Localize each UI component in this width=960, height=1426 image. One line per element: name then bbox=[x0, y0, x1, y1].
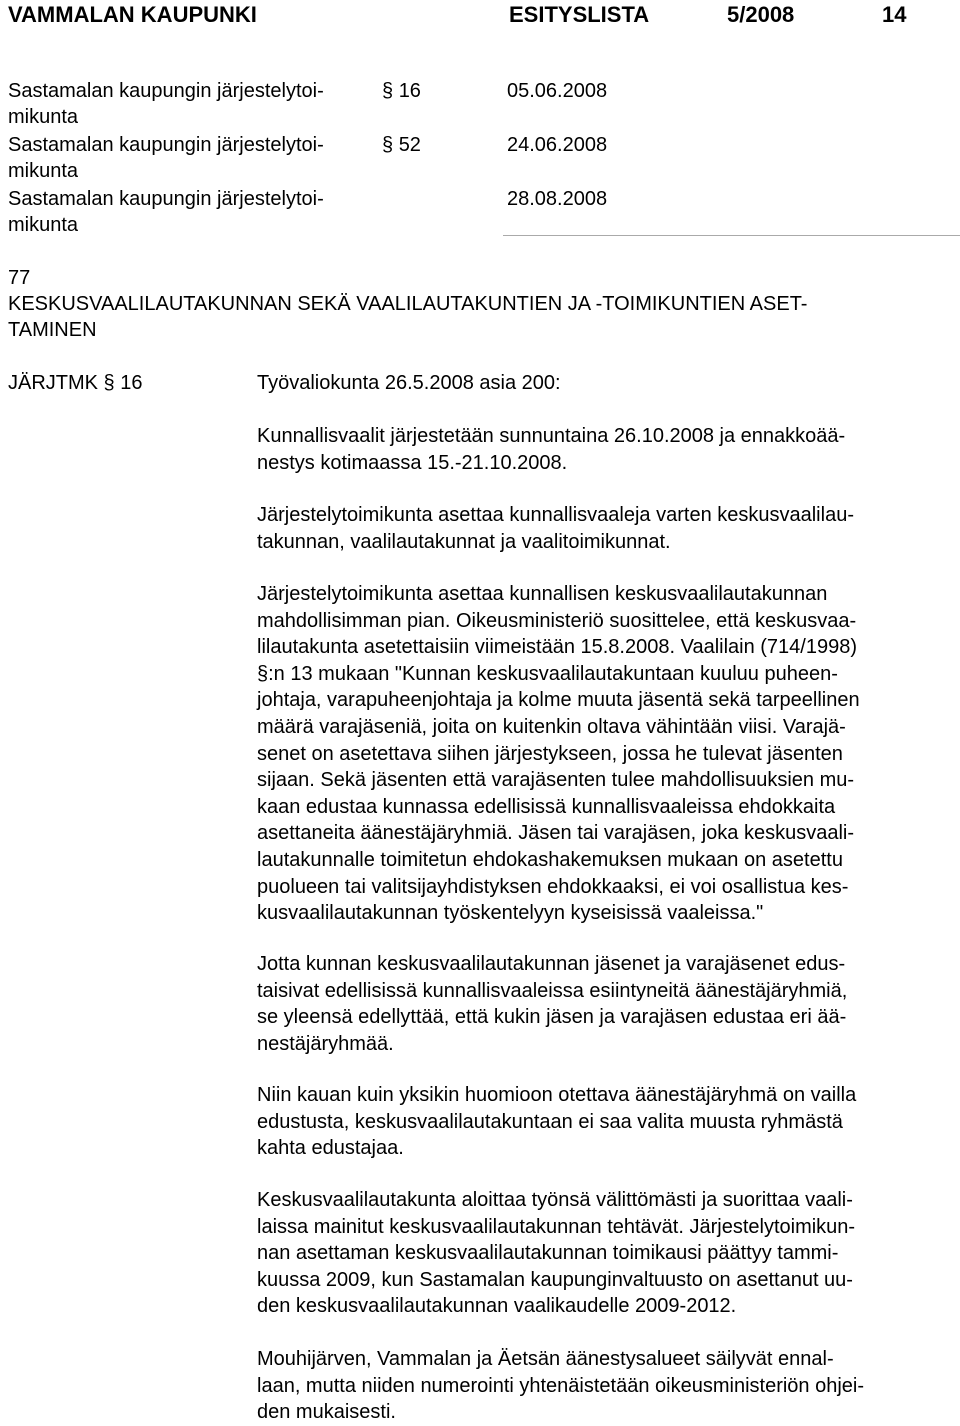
reference-org-line: mikunta bbox=[8, 106, 79, 128]
paragraph-line: §:n 13 mukaan "Kunnan keskusvaalilautakuntaan kuuluu puheen- bbox=[257, 662, 838, 685]
reference-section bbox=[382, 78, 421, 104]
item-number: 77 bbox=[8, 267, 31, 289]
paragraph-line: johtaja, varapuheenjohtaja ja kolme muuta jäsentä sekä tarpeellinen bbox=[257, 689, 860, 712]
paragraph bbox=[257, 1187, 957, 1320]
section-symbol: § bbox=[382, 134, 394, 156]
reference-row bbox=[8, 186, 958, 240]
item-title-line: TAMINEN bbox=[8, 319, 97, 341]
reference-org-line: Sastamalan kaupungin järjestelytoi- bbox=[8, 134, 324, 156]
paragraph-line: Keskusvaalilautakunta aloittaa työnsä välittömästi ja suorittaa vaali- bbox=[257, 1189, 853, 1211]
paragraph-line: nan asettaman keskusvaalilautakunnan toimikausi päättyy tammi- bbox=[257, 1242, 839, 1265]
paragraph-line: taisivat edellisissä kunnallisvaaleissa esiintyneitä äänestäjäryhmiä, bbox=[257, 979, 848, 1002]
paragraph-line: Järjestelytoimikunta asettaa kunnallisen keskusvaalilautakunnan bbox=[257, 583, 828, 605]
paragraph-line: senet on asetettava siihen järjestykseen, jossa he tulevat jäsenten bbox=[257, 742, 843, 765]
preparation-text: Työvaliokunta 26.5.2008 asia 200: bbox=[257, 372, 561, 394]
paragraph bbox=[257, 502, 957, 555]
paragraph-line: Mouhijärven, Vammalan ja Äetsän äänestysalueet säilyvät ennal- bbox=[257, 1348, 834, 1370]
paragraph-line: Jotta kunnan keskusvaalilautakunnan jäsenet ja varajäsenet edus- bbox=[257, 953, 846, 975]
paragraph-line: asettaneita äänestäjäryhmiä. Jäsen tai varajäsen, joka keskusvaali- bbox=[257, 822, 854, 845]
section-divider bbox=[503, 235, 960, 236]
paragraph bbox=[257, 1346, 957, 1426]
paragraph-line: edustusta, keskusvaalilautakuntaan ei saa valita muusta ryhmästä bbox=[257, 1110, 843, 1133]
paragraph-line: lilautakunta asetettaisiin viimeistään 15.8.2008. Vaalilain (714/1998) bbox=[257, 636, 858, 659]
reference-organization bbox=[8, 78, 378, 130]
paragraph-line: kuussa 2009, kun Sastamalan kaupunginvaltuusto on asettanut uu- bbox=[257, 1268, 853, 1291]
paragraph-line: takunnan, vaalilautakunnat ja vaalitoimikunnat. bbox=[257, 530, 671, 553]
paragraph-line: kahta edustajaa. bbox=[257, 1137, 404, 1160]
reference-org-line: Sastamalan kaupungin järjestelytoi- bbox=[8, 188, 324, 210]
paragraph-line: Järjestelytoimikunta asettaa kunnallisvaaleja varten keskusvaalilau- bbox=[257, 504, 854, 526]
reference-date: 05.06.2008 bbox=[507, 80, 608, 102]
paragraph bbox=[257, 581, 957, 927]
reference-organization bbox=[8, 132, 378, 184]
paragraph-line: puolueen tai valitsijayhdistyksen ehdokkaaksi, ei voi osallistua kes- bbox=[257, 875, 849, 898]
paragraph-line: kaan edustaa kunnassa edellisissä kunnallisvaaleissa ehdokkaita bbox=[257, 795, 836, 818]
paragraph bbox=[257, 951, 957, 1057]
paragraph-line: lautakunnalle toimitetun ehdokashakemuksen mukaan on asetettu bbox=[257, 848, 843, 871]
paragraph-line: den keskusvaalilautakunnan vaalikaudelle 2009-2012. bbox=[257, 1295, 737, 1318]
section-number: 52 bbox=[398, 134, 421, 156]
paragraph-line: laissa mainitut keskusvaalilautakunnan tehtävät. Järjestelytoimikun- bbox=[257, 1215, 856, 1238]
paragraph-line: se yleensä edellyttää, että kukin jäsen ja varajäsen edustaa eri ää- bbox=[257, 1006, 847, 1029]
page-header bbox=[0, 0, 960, 30]
paragraph-line: määrä varajäseniä, joita on kuitenkin oltava vähintään viisi. Varajä- bbox=[257, 715, 846, 738]
paragraph-line: Kunnallisvaalit järjestetään sunnuntaina 26.10.2008 ja ennakkoää- bbox=[257, 425, 846, 447]
header-issue: 5/2008 bbox=[727, 2, 795, 27]
paragraph bbox=[257, 1082, 957, 1162]
section-number: 16 bbox=[398, 80, 421, 102]
paragraph-line: sijaan. Sekä jäsenten että varajäsenten tulee mahdollisuuksien mu- bbox=[257, 769, 855, 792]
section-symbol: § bbox=[382, 80, 394, 102]
paragraph-line: Niin kauan kuin yksikin huomioon otettava äänestäjäryhmä on vailla bbox=[257, 1084, 857, 1106]
paragraph-line: kusvaalilautakunnan työskentelyyn kyseisissä vaaleissa." bbox=[257, 902, 764, 925]
reference-section bbox=[382, 132, 421, 158]
item-title-line: KESKUSVAALILAUTAKUNNAN SEKÄ VAALILAUTAKUNTIEN JA -TOIMIKUNTIEN ASET- bbox=[8, 293, 808, 315]
reference-row bbox=[8, 132, 958, 186]
paragraph-line: den mukaisesti. bbox=[257, 1401, 396, 1424]
reference-date: 28.08.2008 bbox=[507, 188, 608, 210]
paragraph-line: mahdollisimman pian. Oikeusministeriö suosittelee, että keskusvaa- bbox=[257, 609, 857, 632]
paragraph-line: nestäjäryhmää. bbox=[257, 1032, 394, 1055]
reference-table bbox=[8, 78, 958, 240]
reference-org-line: mikunta bbox=[8, 214, 79, 236]
reference-organization bbox=[8, 186, 378, 238]
reference-row bbox=[8, 78, 958, 132]
header-organization: VAMMALAN KAUPUNKI bbox=[8, 2, 257, 27]
paragraph-line: laan, mutta niiden numerointi yhtenäistetään oikeusministeriön ohjei- bbox=[257, 1374, 865, 1397]
item-title bbox=[8, 291, 948, 343]
paragraph bbox=[257, 423, 957, 476]
paragraph-line: nestys kotimaassa 15.-21.10.2008. bbox=[257, 451, 568, 474]
reference-org-line: mikunta bbox=[8, 160, 79, 182]
preparation-label: JÄRJTMK § 16 bbox=[8, 372, 143, 394]
reference-date: 24.06.2008 bbox=[507, 134, 608, 156]
header-document-type: ESITYSLISTA bbox=[509, 2, 650, 27]
reference-org-line: Sastamalan kaupungin järjestelytoi- bbox=[8, 80, 324, 102]
header-page-number: 14 bbox=[882, 2, 907, 27]
